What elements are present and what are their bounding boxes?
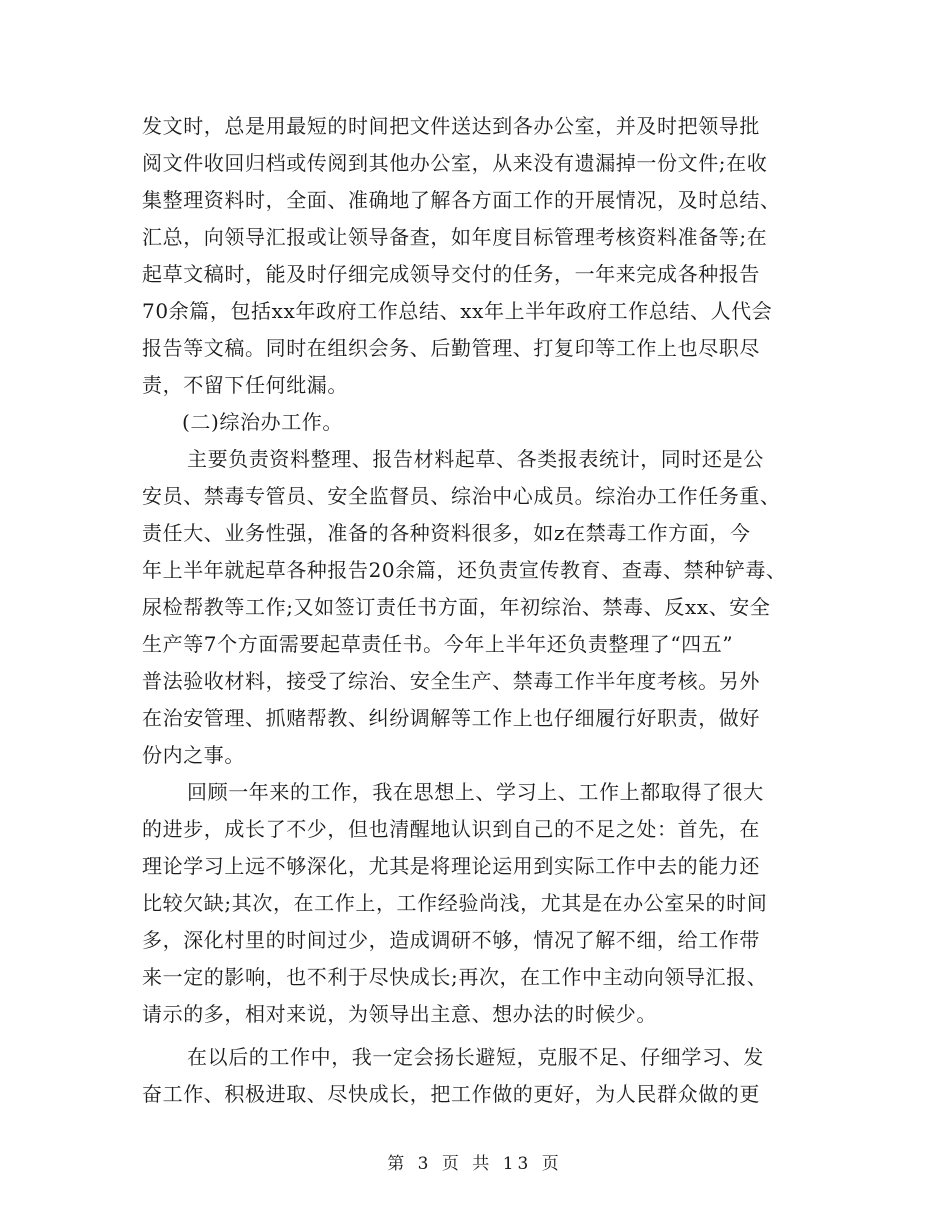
text-line: 比较欠缺;其次，在工作上，工作经验尚浅，尤其是在办公室呆的时间 (142, 891, 768, 915)
section-heading: (二)综治办工作。 (182, 410, 344, 434)
text-line: 来一定的影响，也不利于尽快成长;再次，在工作中主动向领导汇报、 (142, 965, 768, 989)
text-line: 安员、禁毒专管员、安全监督员、综治中心成员。综治办工作任务重、 (142, 484, 781, 508)
text-line: 理论学习上远不够深化，尤其是将理论运用到实际工作中去的能力还 (142, 854, 760, 878)
text-line: 集整理资料时，全面、准确地了解各方面工作的开展情况，及时总结、 (142, 188, 781, 212)
page-number-footer: 第 3 页 共 13 页 (387, 1154, 563, 1174)
text-line: 汇总，向领导汇报或让领导备查，如年度目标管理考核资料准备等;在 (142, 225, 768, 249)
text-line: 在以后的工作中，我一定会扬长避短，克服不足、仔细学习、发 (187, 1045, 764, 1069)
text-line: 普法验收材料，接受了综治、安全生产、禁毒工作半年度考核。另外 (142, 669, 760, 693)
text-line: 尿检帮教等工作;又如签订责任书方面，年初综治、禁毒、反xx、安全 (142, 595, 771, 619)
text-line: 份内之事。 (142, 743, 245, 767)
text-line: 发文时，总是用最短的时间把文件送达到各办公室，并及时把领导批 (142, 114, 760, 138)
text-line: 起草文稿时，能及时仔细完成领导交付的任务，一年来完成各种报告 (142, 262, 760, 286)
text-line: 年上半年就起草各种报告20余篇，还负责宣传教育、查毒、禁种铲毒、 (142, 558, 787, 582)
text-line: 在治安管理、抓赌帮教、纠纷调解等工作上也仔细履行好职责，做好 (142, 706, 760, 730)
text-line: 请示的多，相对来说，为领导出主意、想办法的时候少。 (142, 1002, 657, 1026)
text-line: 回顾一年来的工作，我在思想上、学习上、工作上都取得了很大 (187, 780, 764, 804)
text-line: 生产等7个方面需要起草责任书。今年上半年还负责整理了“四五” (142, 632, 734, 656)
text-line: 的进步，成长了不少，但也清醒地认识到自己的不足之处：首先，在 (142, 817, 760, 841)
text-line: 责，不留下任何纰漏。 (142, 373, 348, 397)
text-line: 报告等文稿。同时在组织会务、后勤管理、打复印等工作上也尽职尽 (142, 336, 760, 360)
text-line: 阅文件收回归档或传阅到其他办公室，从来没有遗漏掉一份文件;在收 (142, 151, 768, 175)
text-line: 责任大、业务性强，准备的各种资料很多，如z在禁毒工作方面，今 (142, 521, 751, 545)
text-line: 多，深化村里的时间过少，造成调研不够，情况了解不细，给工作带 (142, 928, 760, 952)
text-line: 奋工作、积极进取、尽快成长，把工作做的更好，为人民群众做的更 (142, 1082, 760, 1106)
text-line: 70余篇，包括xx年政府工作总结、xx年上半年政府工作总结、人代会 (142, 299, 773, 323)
text-line: 主要负责资料整理、报告材料起草、各类报表统计，同时还是公 (187, 447, 764, 471)
